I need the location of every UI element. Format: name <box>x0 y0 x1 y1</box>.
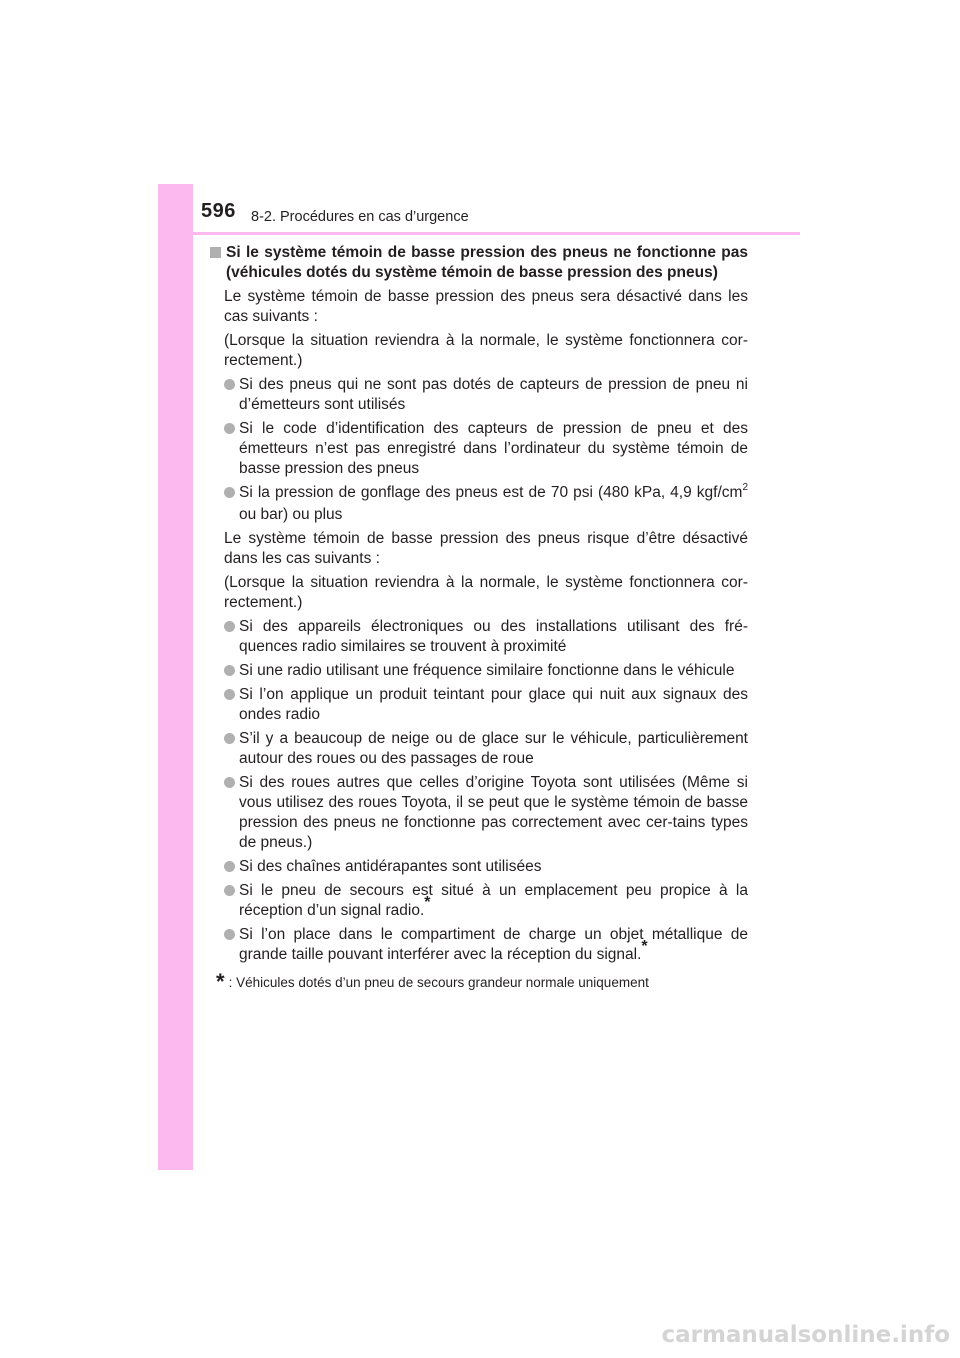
watermark: carmanualsonline.info <box>661 1322 950 1348</box>
footnote-marker: * <box>641 938 648 955</box>
heading-text: Si le système témoin de basse pression des pneus ne fonctionne pas (véhicules dotés du système témoin de basse pression des pneus) <box>226 244 748 281</box>
list-item: Si le code d’identification des capteurs de pression de pneu et des émetteurs n’est pas enregistré dans l’ordinateur du système témoin de basse pression des pneus <box>224 419 748 479</box>
bullet-dot-icon <box>224 689 235 700</box>
footnote-marker: * <box>424 894 431 911</box>
bullet-dot-icon <box>224 929 235 940</box>
square-bullet-icon <box>210 247 221 258</box>
bullet-dot-icon <box>224 885 235 896</box>
bullet-dot-icon <box>224 423 235 434</box>
note-paragraph-1: (Lorsque la situation reviendra à la normale, le système fonctionnera cor-rectement.) <box>224 332 748 369</box>
bullet-dot-icon <box>224 621 235 632</box>
list-item: Si des chaînes antidérapantes sont utilisées <box>224 857 748 877</box>
section-heading <box>208 243 748 283</box>
header-rule <box>193 232 800 235</box>
footnote <box>216 971 748 992</box>
list-item <box>224 925 748 965</box>
list-item <box>224 881 748 921</box>
list-item: Si des appareils électroniques ou des installations utilisant des fré-quences radio similaires se trouvent à proximité <box>224 617 748 657</box>
footnote-star: * <box>216 969 225 994</box>
bullet-dot-icon <box>224 861 235 872</box>
bullet-dot-icon <box>224 379 235 390</box>
bullet-dot-icon <box>224 487 235 498</box>
cargo-text: Si l’on place dans le compartiment de charge un objet métallique de grande taille pouvant interférer avec la réception du signal. <box>239 926 748 963</box>
list-item: Si une radio utilisant une fréquence similaire fonctionne dans le véhicule <box>224 661 748 681</box>
list-item: Si l’on applique un produit teintant pour glace qui nuit aux signaux des ondes radio <box>224 685 748 725</box>
list-item: Si des roues autres que celles d’origine Toyota sont utilisées (Même si vous utilisez des roues Toyota, il se peut que le système témoin de basse pression des pneus ne fonctionne pas correctement avec cer-tains types de pneus.) <box>224 773 748 853</box>
superscript: 2 <box>742 482 748 493</box>
section-title: 8-2. Procédures en cas d’urgence <box>251 209 469 225</box>
side-tab-band <box>158 184 193 1170</box>
list-item: Si des pneus qui ne sont pas dotés de capteurs de pression de pneu ni d’émetteurs sont utilisés <box>224 375 748 415</box>
page-number: 596 <box>201 200 236 222</box>
list-item: S’il y a beaucoup de neige ou de glace sur le véhicule, particulièrement autour des roues ou des passages de roue <box>224 729 748 769</box>
list-item <box>224 483 748 525</box>
bullet-dot-icon <box>224 777 235 788</box>
intro-paragraph-1: Le système témoin de basse pression des pneus sera désactivé dans les cas suivants : <box>224 288 748 325</box>
pressure-tail: ou bar) ou plus <box>239 506 343 523</box>
spare-tire-text: Si le pneu de secours est situé à un emplacement peu propice à la réception d’un signal radio. <box>239 882 748 919</box>
intro-paragraph-2: Le système témoin de basse pression des pneus risque d’être désactivé dans les cas suivants : <box>224 530 748 567</box>
footnote-text: : Véhicules dotés d’un pneu de secours grandeur normale uniquement <box>228 975 649 990</box>
bullet-dot-icon <box>224 665 235 676</box>
pressure-text: Si la pression de gonflage des pneus est de 70 psi (480 kPa, 4,9 kgf/cm <box>239 484 743 501</box>
bullet-dot-icon <box>224 733 235 744</box>
page-content <box>208 243 748 992</box>
note-paragraph-2: (Lorsque la situation reviendra à la normale, le système fonctionnera cor-rectement.) <box>224 574 748 611</box>
